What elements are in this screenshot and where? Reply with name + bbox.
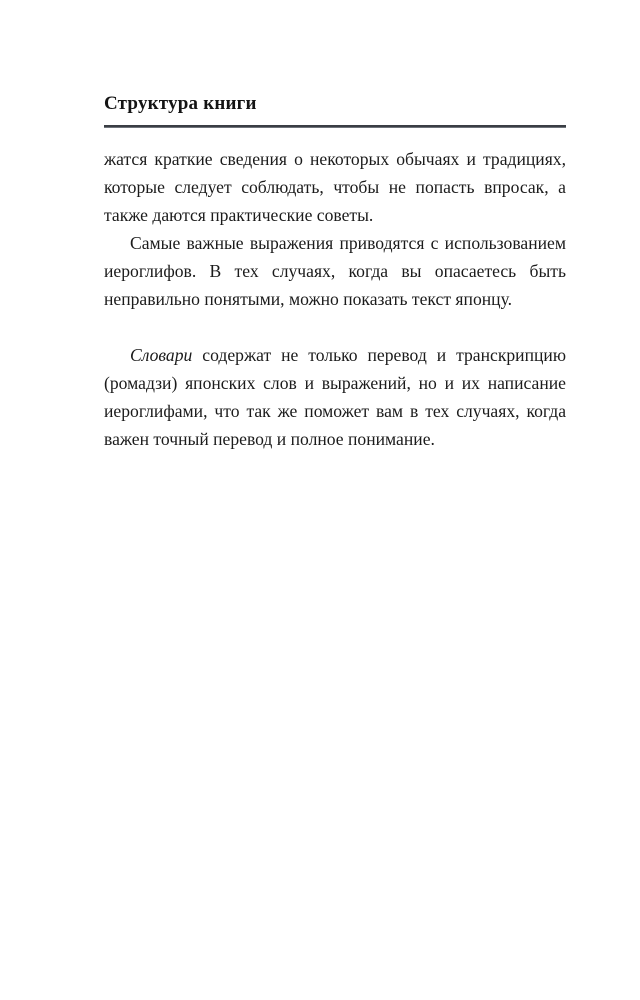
paragraph-continuation: жатся краткие сведения о некоторых обычаях и традициях, которые следует соблюдать, чтобы не попасть впросак, а также даются практические советы. [104,149,566,225]
page-text-block [104,92,566,453]
paragraph-dictionaries-text: содержат не только перевод и транскрипцию (ромадзи) японских слов и выражений, но и их написание иероглифами, что так же поможет вам в тех случаях, когда важен точный перевод и полное понимание. [104,345,566,449]
emphasized-term-dictionaries: Словари [130,345,193,365]
header-divider [104,125,566,128]
running-head: Структура книги [104,93,257,114]
paragraph-key-expressions: Самые важные выражения приводятся с использованием иероглифов. В тех случаях, когда вы опасаетесь быть неправильно понятыми, можно показать текст японцу. [104,233,566,309]
paragraph-dictionaries [104,341,566,453]
